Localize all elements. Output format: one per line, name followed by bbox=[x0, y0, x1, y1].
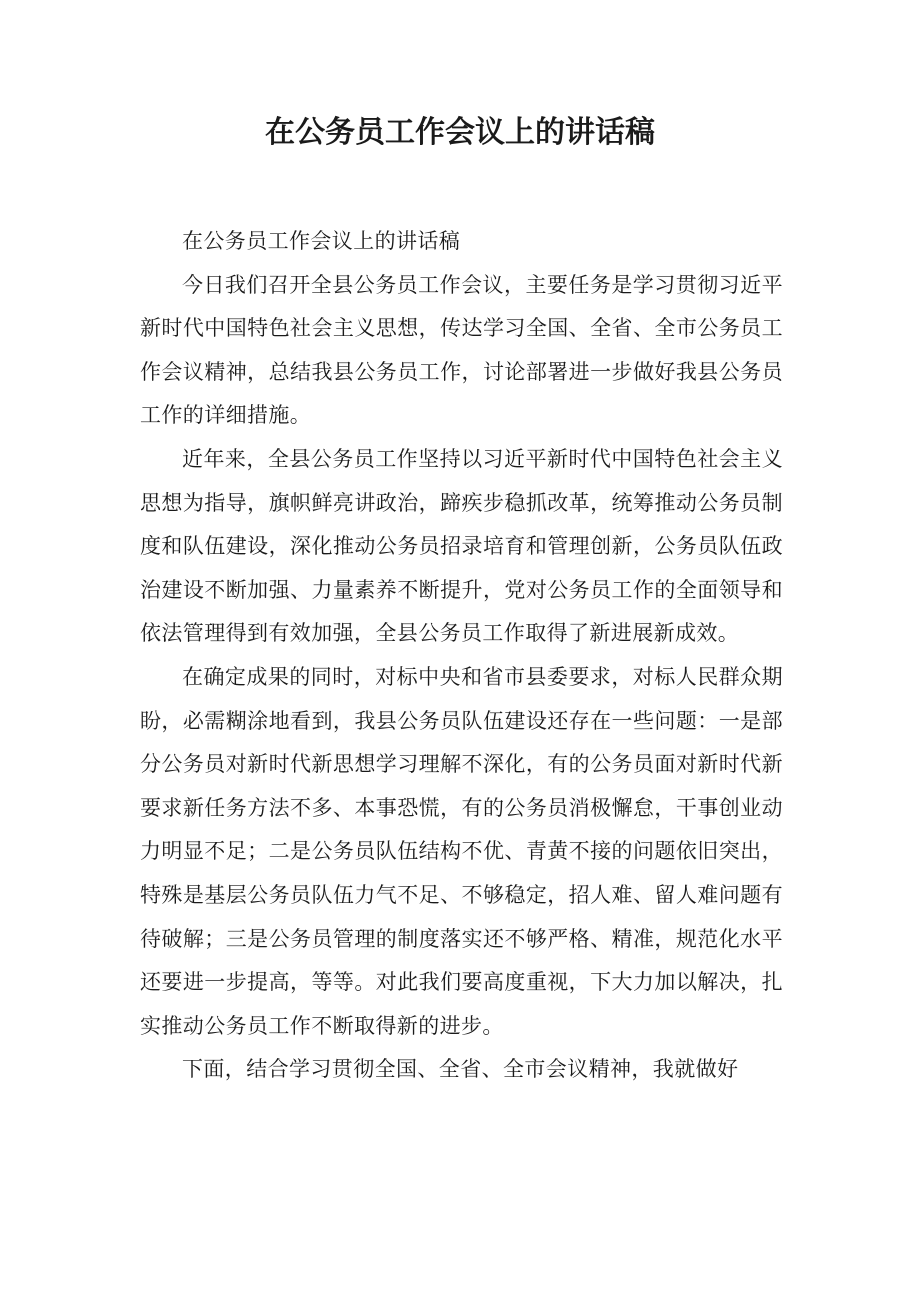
paragraph-next: 下面，结合学习贯彻全国、全省、全市会议精神，我就做好 bbox=[182, 1057, 739, 1082]
paragraph-subtitle: 在公务员工作会议上的讲话稿 bbox=[182, 229, 461, 253]
document-title: 在公务员工作会议上的讲话稿 bbox=[265, 115, 655, 150]
document-body bbox=[140, 220, 783, 1092]
paragraph-intro: 今日我们召开全县公务员工作会议，主要任务是学习贯彻习近平新时代中国特色社会主义思想，传达学习全国、全省、全市公务员工作会议精神，总结我县公务员工作，讨论部署进一步做好我县公务员工作的详细措施。 bbox=[140, 272, 783, 428]
paragraph-achievements: 近年来，全县公务员工作坚持以习近平新时代中国特色社会主义思想为指导，旗帜鲜亮讲政治，蹄疾步稳抓改革，统筹推动公务员制度和队伍建设，深化推动公务员招录培育和管理创新，公务员队伍政治建设不断加强、力量素养不断提升，党对公务员工作的全面领导和依法管理得到有效加强，全县公务员工作取得了新进展新成效。 bbox=[140, 446, 783, 646]
paragraph-problems: 在确定成果的同时，对标中央和省市县委要求，对标人民群众期盼，必需糊涂地看到，我县公务员队伍建设还存在一些问题：一是部分公务员对新时代新思想学习理解不深化，有的公务员面对新时代新要求新任务方法不多、本事恐慌，有的公务员消极懈怠，干事创业动力明显不足；二是公务员队伍结构不优、青黄不接的问题依旧突出，特殊是基层公务员队伍力气不足、不够稳定，招人难、留人难问题有待破解；三是公务员管理的制度落实还不够严格、精准，规范化水平还要进一步提高，等等。对此我们要高度重视，下大力加以解决，扎实推动公务员工作不断取得新的进步。 bbox=[140, 664, 783, 1038]
